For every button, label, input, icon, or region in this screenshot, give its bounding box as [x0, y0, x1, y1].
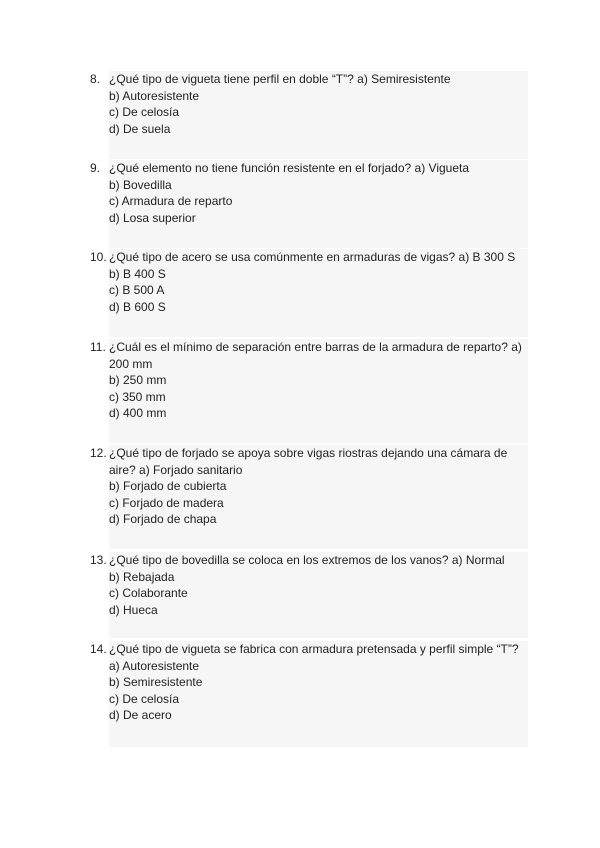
answer-option: b) Autoresistente — [109, 88, 200, 103]
answer-option: b) Semiresistente — [109, 675, 203, 689]
question-number: 10. — [90, 250, 107, 264]
question-text: ¿Qué tipo de vigueta se fabrica con armadura pretensada y perfil simple “T”? — [109, 642, 519, 656]
question-text: ¿Cuál es el mínimo de separación entre barras de la armadura de reparto? a) 200 mm — [109, 340, 522, 371]
answer-option: c) De celosía — [109, 105, 180, 119]
answer-option: d) 400 mm — [109, 406, 167, 420]
question-stem — [90, 339, 530, 372]
answer-option: b) B 400 S — [109, 266, 166, 281]
question-number: 14. — [90, 642, 107, 656]
question-stem — [90, 552, 530, 569]
question-text: ¿Qué tipo de vigueta tiene perfil en doble “T”? a) Semiresistente — [109, 72, 451, 86]
answer-option: d) Losa superior — [109, 210, 196, 225]
question-8 — [90, 71, 530, 137]
question-12 — [90, 445, 530, 528]
answer-option: c) 350 mm — [109, 389, 166, 404]
answer-option: b) 250 mm — [109, 373, 167, 387]
question-stem — [90, 160, 530, 177]
question-11 — [90, 339, 530, 422]
question-text: ¿Qué tipo de forjado se apoya sobre vigas riostras dejando una cámara de aire? a) Forjado sanitario — [109, 446, 508, 477]
answer-option: c) B 500 A — [109, 283, 165, 297]
answer-option: c) Colaborante — [109, 586, 188, 600]
answer-option: a) Autoresistente — [109, 658, 200, 673]
question-stem — [90, 71, 530, 88]
answer-option: d) De suela — [109, 121, 171, 136]
question-number: 8. — [90, 72, 101, 86]
answer-option: c) Armadura de reparto — [109, 194, 233, 208]
question-stem — [90, 641, 530, 658]
answer-option: b) Bovedilla — [109, 177, 172, 192]
question-text: ¿Qué elemento no tiene función resistente en el forjado? a) Vigueta — [109, 161, 470, 175]
answer-option: b) Forjado de cubierta — [109, 479, 227, 493]
answer-option: c) De celosía — [109, 691, 180, 706]
answer-option: d) Forjado de chapa — [109, 512, 217, 526]
question-stem — [90, 249, 530, 266]
answer-option: d) De acero — [109, 708, 172, 722]
question-14 — [90, 641, 530, 724]
question-number: 9. — [90, 161, 101, 175]
question-9 — [90, 160, 530, 226]
question-10 — [90, 249, 530, 315]
question-text: ¿Qué tipo de bovedilla se coloca en los extremos de los vanos? a) Normal — [109, 553, 505, 567]
question-number: 13. — [90, 553, 107, 567]
answer-option: c) Forjado de madera — [109, 495, 224, 510]
question-number: 12. — [90, 446, 107, 460]
answer-option: d) B 600 S — [109, 299, 166, 314]
answer-option: b) Rebajada — [109, 569, 175, 584]
question-number: 11. — [90, 340, 106, 354]
question-text: ¿Qué tipo de acero se usa comúnmente en armaduras de vigas? a) B 300 S — [109, 250, 516, 264]
answer-option: d) Hueca — [109, 602, 158, 617]
question-13 — [90, 552, 530, 618]
question-stem — [90, 445, 530, 478]
